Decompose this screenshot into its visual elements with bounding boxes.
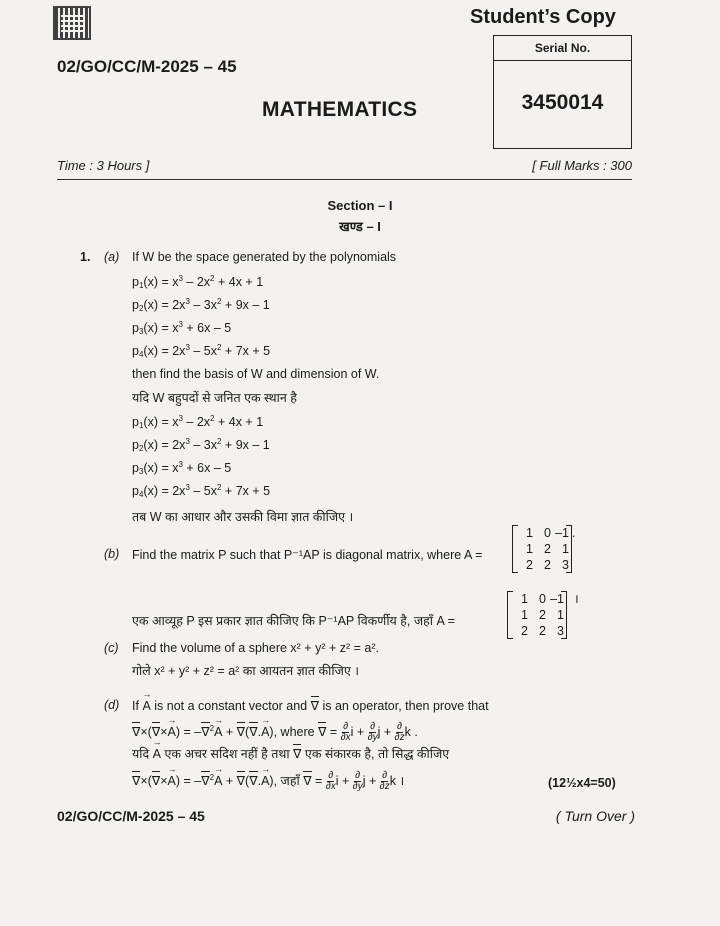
matrix-entry: 2	[539, 608, 546, 622]
part-b-label: (b)	[104, 547, 120, 561]
poly-p4-hi: $p_4(x) = 2x^3 - 5x^2 + 7x + 5$	[132, 483, 271, 499]
poly-p2-hi: $p_2(x) = 2x^3 - 3x^2 + 9x - 1$	[132, 437, 270, 453]
part-c-label: (c)	[104, 641, 119, 655]
matrix-entry: –1	[555, 526, 569, 540]
part-d-identity-hindi: ∇ ×(∇ ×→ A) = –∇ $^2$→ A + ∇ (∇ .→ A), जहाँ ∇ = $\frac{\partial}{\partial x}$ i + $\frac{\partial}{\partial y}$ j + $\frac{\partial}{\partial z}$ k ।	[132, 771, 404, 792]
footer-code: 02/GO/CC/M-2025 – 45	[57, 808, 205, 824]
poly-p3: $p_3(x) = x^3 + 6x - 5$	[132, 320, 232, 336]
part-a-label: (a)	[104, 250, 120, 264]
matrix-a-hindi: 1 0 –1 1 2 1 2 2 3 ।	[507, 590, 579, 639]
section-title-hindi: खण्ड – I	[339, 219, 381, 234]
part-c-text-hindi: गोले x² + y² + z² = a² का आयतन ज्ञात कीजिए ।	[132, 664, 359, 678]
part-a-intro: If W be the space generated by the polynomials	[132, 250, 397, 264]
turn-over: ( Turn Over )	[555, 808, 635, 824]
marks-note: (12½x4=50)	[548, 776, 616, 790]
serial-box	[493, 35, 632, 149]
part-d-statement-hindi: यदि → A एक अचर सदिश नहीं है तथा ∇ एक संकारक है, तो सिद्ध कीजिए	[132, 745, 449, 762]
matrix-entry: 2	[544, 542, 551, 556]
part-b-text-hindi: एक आव्यूह P इस प्रकार ज्ञात कीजिए कि P⁻¹AP विकर्णीय है, जहाँ A =	[132, 614, 455, 628]
matrix-entry: 1	[526, 526, 533, 540]
part-c-text: Find the volume of a sphere x² + y² + z² = a².	[132, 641, 379, 655]
serial-label: Serial No.	[494, 36, 631, 61]
part-a-intro-hindi: यदि W बहुपदों से जनित एक स्थान है	[132, 391, 297, 405]
qr-code	[55, 8, 89, 38]
part-d-statement: If → A is not a constant vector and ∇ is an operator, then prove that	[132, 698, 489, 713]
matrix-entry: 1	[521, 592, 528, 606]
page-footer	[57, 808, 635, 824]
matrix-entry: 2	[526, 558, 533, 572]
serial-number: 3450014	[521, 91, 604, 114]
matrix-entry: 2	[539, 624, 546, 638]
part-a-conclusion: then find the basis of W and dimension of W.	[132, 367, 380, 381]
time-text: Time : 3 Hours ]	[57, 158, 150, 173]
matrix-entry: 3	[562, 558, 569, 572]
section-title: Section – I	[327, 198, 393, 213]
part-d-identity: ∇ ×(∇ ×→ A) = –∇ $^2$→ A + ∇ (∇ .→ A), where ∇ = $\frac{\partial}{\partial x}$ i + $\frac{\partial}{\partial y}$ j + $\frac{\partial}{\partial z}$ k .	[132, 722, 418, 743]
question-number: 1.	[80, 250, 91, 264]
poly-p3-hi: $p_3(x) = x^3 + 6x - 5$	[132, 460, 232, 476]
poly-p4: $p_4(x) = 2x^3 - 5x^2 + 7x + 5$	[132, 343, 271, 359]
part-b-text: Find the matrix P such that P⁻¹AP is diagonal matrix, where A =	[132, 548, 483, 562]
matrix-entry: 3	[557, 624, 564, 638]
matrix-entry: 2	[521, 624, 528, 638]
poly-p1-hi: $p_1(x) = x^3 - 2x^2 + 4x + 1$	[132, 414, 264, 430]
poly-p1: $p_1(x) = x^3 - 2x^2 + 4x + 1$	[132, 274, 264, 290]
part-a-conclusion-hindi: तब W का आधार और उसकी विमा ज्ञात कीजिए ।	[132, 510, 354, 524]
subject-title: MATHEMATICS	[262, 98, 418, 121]
marks-text: [ Full Marks : 300	[532, 158, 632, 173]
matrix-entry: 1	[562, 542, 569, 556]
matrix-a: 1 0 –1 1 2 1 2 2 3 .	[512, 524, 575, 573]
paper-code: 02/GO/CC/M-2025 – 45	[57, 57, 237, 76]
matrix-entry: 1	[526, 542, 533, 556]
part-d-label: (d)	[104, 698, 120, 712]
matrix-entry: 2	[544, 558, 551, 572]
matrix-entry: 1	[557, 608, 564, 622]
matrix-entry: 1	[521, 608, 528, 622]
poly-p2: $p_2(x) = 2x^3 - 3x^2 + 9x - 1$	[132, 297, 270, 313]
matrix-entry: –1	[550, 592, 564, 606]
time-marks-row	[57, 158, 632, 180]
matrix-entry: 0	[539, 592, 546, 606]
matrix-entry: 0	[544, 526, 551, 540]
copy-label: Student’s Copy	[470, 6, 616, 28]
